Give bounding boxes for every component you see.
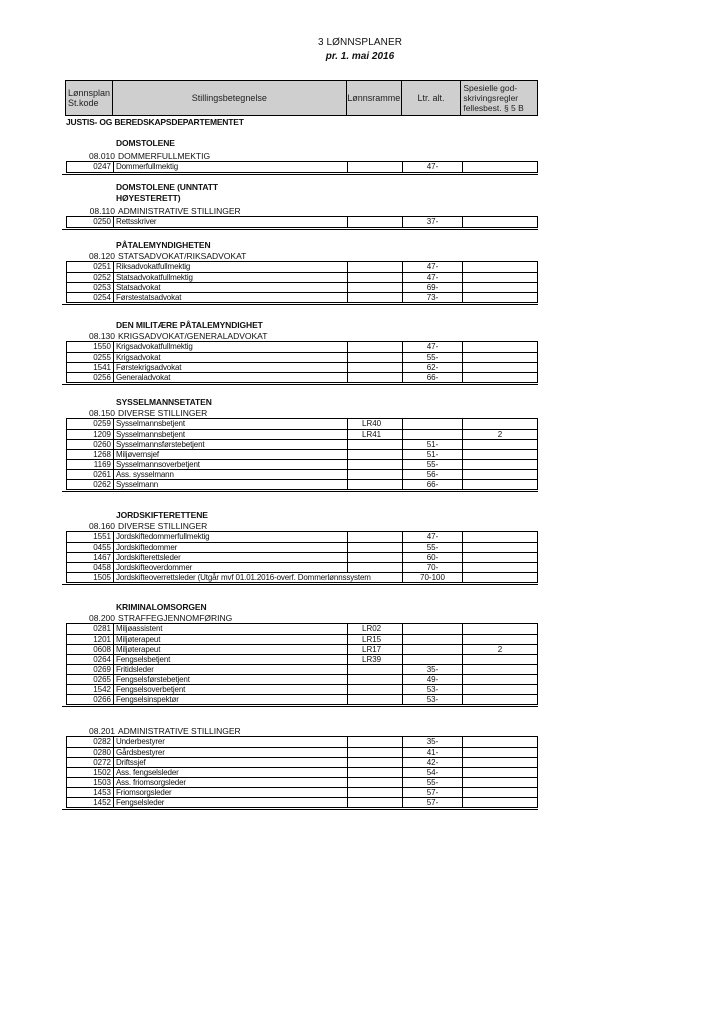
pay-grade: 69- [403,283,463,292]
pay-grade: 49- [403,675,463,684]
position-name: Sysselmannsoverbetjent [114,460,348,469]
position-name: Fengselsførstebetjent [114,675,348,684]
position-name: Miljøassistent [114,624,348,634]
table-row [67,787,537,797]
group-name: KRIGSADVOKAT/GENERALADVOKAT [118,331,268,341]
group-code: 08.160 [89,521,115,531]
positions-table [66,342,538,383]
pay-grade: 53- [403,685,463,694]
pay-grade: 70- [403,563,463,572]
special-rule [463,460,537,469]
special-rule [463,480,537,489]
pay-grade: 51- [403,450,463,459]
table-row [67,162,537,172]
pay-grade: 35- [403,737,463,747]
position-name: Gårdsbestyrer [114,748,348,757]
ministry-heading: JUSTIS- OG BEREDSKAPSDEPARTEMENTET [66,117,244,127]
position-code: 1541 [67,363,114,372]
table-row [67,429,537,439]
group-heading [66,521,538,532]
special-rule [463,563,537,572]
salary-frame [348,363,403,372]
position-name: Ass. friomsorgsleder [114,778,348,787]
pay-grade [403,419,463,429]
pay-grade: 47- [403,262,463,272]
section-title: HØYESTERETT) [116,193,181,203]
position-code: 0261 [67,470,114,479]
position-code: 0608 [67,645,114,654]
col-name-header: Stillingsbetegnelse [113,81,347,115]
pay-grade: 56- [403,470,463,479]
position-code: 0256 [67,373,114,382]
special-rule [463,624,537,634]
group-heading [66,613,538,624]
salary-frame [348,450,403,459]
section-title: DOMSTOLENE (UNNTATT [116,182,218,192]
pay-grade [403,430,463,439]
position-code: 0250 [67,217,114,227]
position-code: 1169 [67,460,114,469]
salary-frame [348,342,403,352]
table-row [67,419,537,429]
special-rule [463,695,537,704]
special-rule [463,768,537,777]
position-name: Rettsskriver [114,217,348,227]
position-code: 0254 [67,293,114,302]
salary-frame [348,758,403,767]
pay-grade: 47- [403,162,463,172]
position-name: Ass. fengselsleder [114,768,348,777]
position-name: Statsadvokatfullmektig [114,273,348,282]
special-rule [463,262,537,272]
salary-frame [348,685,403,694]
pay-grade: 70-100 [403,573,463,582]
special-rule [463,363,537,372]
special-rule [463,293,537,302]
pay-grade: 55- [403,778,463,787]
col-ramme-header: Lønnsramme [347,81,402,115]
position-code: 1542 [67,685,114,694]
salary-frame [348,553,403,562]
pay-grade: 60- [403,553,463,562]
position-code: 0252 [67,273,114,282]
group-heading [66,331,538,342]
pay-grade: 66- [403,373,463,382]
table-row [67,362,537,372]
special-rule [463,635,537,644]
salary-frame [348,283,403,292]
position-code: 1467 [67,553,114,562]
group-name: DOMMERFULLMEKTIG [118,151,211,161]
position-code: 0260 [67,440,114,449]
position-name: Sysselmann [114,480,348,489]
salary-frame [348,563,403,572]
table-row [67,469,537,479]
salary-frame [348,373,403,382]
special-rule [463,655,537,664]
section-rule [62,491,538,492]
special-rule [463,737,537,747]
group-name: STRAFFEGJENNOMFØRING [118,613,233,623]
table-row [67,552,537,562]
special-rule [463,283,537,292]
position-code: 1268 [67,450,114,459]
position-name: Generaladvokat [114,373,348,382]
pay-grade: 35- [403,665,463,674]
special-rule [463,758,537,767]
column-header [65,80,538,116]
position-code: 1201 [67,635,114,644]
table-row [67,449,537,459]
salary-frame [348,532,403,542]
position-name: Fengselsinspektør [114,695,348,704]
table-row [67,634,537,644]
special-rule [463,373,537,382]
position-name: Jordskiftedommer [114,543,348,552]
position-code: 0458 [67,563,114,572]
pay-grade [403,624,463,634]
group-code: 08.010 [89,151,115,161]
salary-frame [348,293,403,302]
special-rule [463,450,537,459]
salary-frame [348,162,403,172]
salary-frame [348,675,403,684]
position-name: Sysselmannsførstebetjent [114,440,348,449]
page-date: pr. 1. mai 2016 [325,51,395,62]
positions-table [66,162,538,173]
section-title: JORDSKIFTERETTENE [116,510,208,520]
position-name: Fengselsleder [114,798,348,807]
special-rule [463,788,537,797]
section-rule [62,706,538,707]
position-name: Riksadvokatfullmektig [114,262,348,272]
group-code: 08.201 [89,726,115,736]
group-heading [66,206,538,217]
pay-grade: 55- [403,353,463,362]
group-code: 08.120 [89,251,115,261]
position-name: Statsadvokat [114,283,348,292]
group-name: DIVERSE STILLINGER [118,408,208,418]
salary-frame [348,262,403,272]
salary-frame [348,737,403,747]
special-rule [463,532,537,542]
col-spes-header: Spesielle god-skrivingsregler fellesbest. § 5 B [463,83,524,113]
table-row [67,757,537,767]
position-name: Sysselmannsbetjent [114,419,348,429]
position-name: Fritidsleder [114,665,348,674]
section-rule [62,174,538,175]
salary-frame: LR02 [348,624,403,634]
table-row [67,562,537,572]
position-name: Krigsadvokat [114,353,348,362]
table-row [67,624,537,634]
special-rule: 2 [497,430,503,439]
position-code: 0281 [67,624,114,634]
pay-grade: 55- [403,543,463,552]
group-name: STATSADVOKAT/RIKSADVOKAT [118,251,247,261]
position-code: 1453 [67,788,114,797]
salary-frame [348,798,403,807]
salary-frame: LR41 [348,430,403,439]
table-row [67,352,537,362]
position-name: Førstekrigsadvokat [114,363,348,372]
positions-table [66,624,538,705]
group-heading [66,726,538,737]
position-code: 0269 [67,665,114,674]
position-code: 0282 [67,737,114,747]
salary-frame [348,470,403,479]
table-row [67,342,537,352]
group-code: 08.150 [89,408,115,418]
pay-grade: 73- [403,293,463,302]
position-name: Dommerfullmektig [114,162,348,172]
special-rule [463,748,537,757]
position-name: Ass. sysselmann [114,470,348,479]
salary-frame: LR17 [348,645,403,654]
pay-grade: 47- [403,342,463,352]
group-code: 08.110 [89,206,115,216]
salary-frame [348,768,403,777]
position-name: Krigsadvokatfullmektig [114,342,348,352]
group-heading [66,151,538,162]
section-rule [62,809,538,810]
position-code: 0247 [67,162,114,172]
position-name: Jordskiftedommerfullmektig [114,532,348,542]
pay-grade: 37- [403,217,463,227]
table-row [67,797,537,807]
pay-grade: 66- [403,480,463,489]
position-code: 1209 [67,430,114,439]
table-row [67,654,537,664]
position-code: 0455 [67,543,114,552]
group-code: 08.130 [89,331,115,341]
positions-table [66,217,538,228]
position-name: Førstestatsadvokat [114,293,348,302]
salary-frame: LR40 [348,419,403,429]
group-heading [66,408,538,419]
position-code: 0266 [67,695,114,704]
table-row [67,372,537,382]
special-rule [463,470,537,479]
salary-frame [348,480,403,489]
positions-table [66,532,538,583]
table-row [67,644,537,654]
salary-frame [348,748,403,757]
position-code: 1551 [67,532,114,542]
special-rule [463,419,537,429]
position-name: Jordskifteoverrettsleder (Utgår mvf 01.01.2016-overf. Dommerlønnssystem [114,573,403,582]
table-row [67,674,537,684]
position-code: 0255 [67,353,114,362]
pay-grade: 54- [403,768,463,777]
position-name: Miljøvernsjef [114,450,348,459]
salary-frame [348,217,403,227]
special-rule [463,553,537,562]
pay-grade [403,655,463,664]
position-code: 0262 [67,480,114,489]
table-row [67,272,537,282]
col-code-header: Lønnsplan St.kode [66,81,113,115]
position-name: Driftssjef [114,758,348,767]
table-row [67,479,537,489]
position-code: 0280 [67,748,114,757]
table-row [67,747,537,757]
special-rule [463,217,537,227]
special-rule [463,440,537,449]
pay-grade [403,645,463,654]
position-name: Miljøterapeut [114,645,348,654]
position-code: 1505 [67,573,114,582]
table-row [67,664,537,674]
salary-frame [348,778,403,787]
position-code: 1550 [67,342,114,352]
pay-grade: 41- [403,748,463,757]
group-heading [66,251,538,262]
salary-frame [348,695,403,704]
section-rule [62,304,538,305]
position-code: 0253 [67,283,114,292]
section-title: PÅTALEMYNDIGHETEN [116,240,211,250]
table-row [67,217,537,227]
position-name: Friomsorgsleder [114,788,348,797]
salary-frame [348,460,403,469]
section-title: DEN MILITÆRE PÅTALEMYNDIGHET [116,320,263,330]
special-rule [463,573,537,582]
table-row [67,542,537,552]
position-name: Miljøterapeut [114,635,348,644]
table-row [67,777,537,787]
section-title: SYSSELMANNSETATEN [116,397,212,407]
salary-frame: LR39 [348,655,403,664]
table-row [67,684,537,694]
section-rule [62,384,538,385]
salary-frame [348,353,403,362]
section-title: DOMSTOLENE [116,138,175,148]
group-name: DIVERSE STILLINGER [118,521,208,531]
special-rule [463,273,537,282]
position-code: 0251 [67,262,114,272]
table-row [67,572,537,582]
position-name: Fengselsoverbetjent [114,685,348,694]
position-name: Jordskifteoverdommer [114,563,348,572]
pay-grade: 55- [403,460,463,469]
section-rule [62,584,538,585]
salary-frame: LR15 [348,635,403,644]
special-rule [463,162,537,172]
table-row [67,459,537,469]
position-code: 0264 [67,655,114,664]
salary-frame [348,665,403,674]
table-row [67,737,537,747]
special-rule [463,353,537,362]
special-rule [463,665,537,674]
pay-grade: 47- [403,532,463,542]
special-rule [463,543,537,552]
position-name: Sysselmannsbetjent [114,430,348,439]
position-code: 0265 [67,675,114,684]
positions-table [66,262,538,303]
salary-frame [348,440,403,449]
special-rule: 2 [497,645,503,654]
table-row [67,694,537,704]
position-code: 1502 [67,768,114,777]
table-row [67,767,537,777]
position-name: Fengselsbetjent [114,655,348,664]
special-rule [463,675,537,684]
table-row [67,439,537,449]
pay-grade: 42- [403,758,463,767]
position-name: Underbestyrer [114,737,348,747]
special-rule [463,798,537,807]
special-rule [463,342,537,352]
position-name: Jordskifterettsleder [114,553,348,562]
pay-grade: 53- [403,695,463,704]
col-ltr-header: Ltr. alt. [402,81,462,115]
special-rule [463,685,537,694]
table-row [67,532,537,542]
position-code: 0272 [67,758,114,767]
special-rule [463,778,537,787]
position-code: 1503 [67,778,114,787]
table-row [67,282,537,292]
position-code: 0259 [67,419,114,429]
group-name: ADMINISTRATIVE STILLINGER [118,206,241,216]
group-code: 08.200 [89,613,115,623]
page-title: 3 LØNNSPLANER [317,37,403,48]
table-row [67,262,537,272]
positions-table [66,737,538,808]
section-rule [62,229,538,230]
group-name: ADMINISTRATIVE STILLINGER [118,726,241,736]
salary-frame [348,273,403,282]
pay-grade: 57- [403,788,463,797]
salary-frame [348,788,403,797]
pay-grade: 62- [403,363,463,372]
pay-grade: 47- [403,273,463,282]
salary-frame [348,543,403,552]
section-title: KRIMINALOMSORGEN [116,602,207,612]
position-code: 1452 [67,798,114,807]
table-row [67,292,537,302]
pay-grade: 57- [403,798,463,807]
pay-grade [403,635,463,644]
pay-grade: 51- [403,440,463,449]
positions-table [66,419,538,490]
